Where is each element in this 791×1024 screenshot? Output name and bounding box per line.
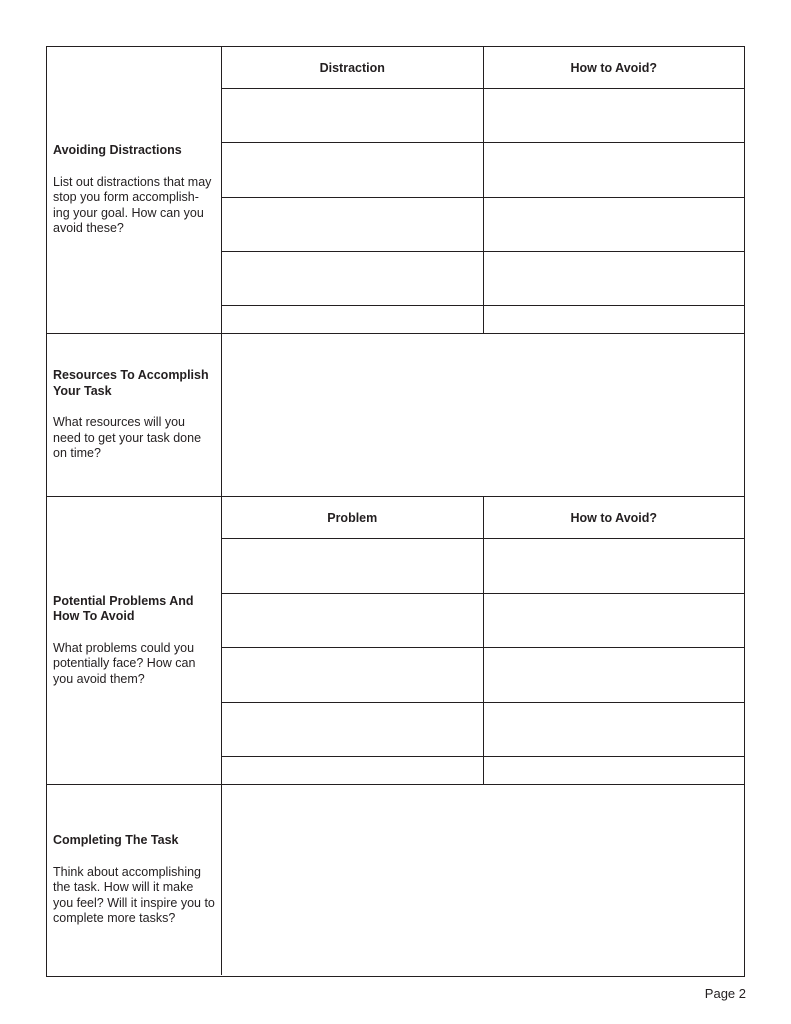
distraction-table-area	[222, 47, 744, 333]
how-to-avoid-cell[interactable]	[483, 306, 744, 333]
section-description: List out distractions that may stop you form accomplish- ing your goal. How can you avoid these?	[53, 174, 212, 236]
problem-table-area	[222, 497, 744, 784]
section-label-panel	[47, 497, 222, 784]
section-description: What problems could you potentially face? How can you avoid them?	[53, 640, 196, 686]
section-completing-task	[47, 785, 744, 975]
distraction-cell[interactable]	[222, 89, 483, 143]
section-description: Think about accomplishing the task. How will it make you feel? Will it inspire you to complete more tasks?	[53, 864, 215, 926]
distraction-cell[interactable]	[222, 306, 483, 333]
column-header-distraction: Distraction	[222, 47, 483, 89]
section-description: What resources will you need to get your task done on time?	[53, 415, 202, 461]
distraction-table	[222, 47, 744, 333]
distraction-cell[interactable]	[222, 197, 483, 251]
how-to-avoid-cell[interactable]	[483, 757, 744, 784]
how-to-avoid-cell[interactable]	[483, 251, 744, 305]
distraction-cell[interactable]	[222, 143, 483, 197]
problem-cell[interactable]	[222, 702, 483, 757]
table-row	[222, 89, 744, 143]
table-row	[222, 143, 744, 197]
table-row	[222, 593, 744, 648]
section-potential-problems	[47, 497, 744, 785]
page-number: Page 2	[704, 986, 746, 1001]
column-header-how-to-avoid: How to Avoid?	[483, 47, 744, 89]
resources-answer-box[interactable]	[222, 334, 744, 496]
how-to-avoid-cell[interactable]	[483, 593, 744, 648]
section-title: Resources To Accomplish Your Task	[53, 368, 209, 398]
section-label-panel	[47, 334, 222, 496]
worksheet	[46, 46, 745, 977]
table-row	[222, 539, 744, 594]
section-label-panel	[47, 47, 222, 333]
table-row	[222, 648, 744, 703]
problem-cell[interactable]	[222, 539, 483, 594]
section-avoiding-distractions	[47, 47, 744, 334]
distraction-cell[interactable]	[222, 251, 483, 305]
problem-table	[222, 497, 744, 784]
table-header-row	[222, 47, 744, 89]
how-to-avoid-cell[interactable]	[483, 89, 744, 143]
problem-cell[interactable]	[222, 593, 483, 648]
table-row	[222, 702, 744, 757]
how-to-avoid-cell[interactable]	[483, 143, 744, 197]
column-header-problem: Problem	[222, 497, 483, 539]
how-to-avoid-cell[interactable]	[483, 539, 744, 594]
table-row	[222, 197, 744, 251]
section-resources	[47, 334, 744, 497]
section-title: Completing The Task	[53, 833, 179, 848]
problem-cell[interactable]	[222, 648, 483, 703]
table-row	[222, 306, 744, 333]
completing-answer-box[interactable]	[222, 785, 744, 975]
how-to-avoid-cell[interactable]	[483, 648, 744, 703]
section-title: Potential Problems And How To Avoid	[53, 593, 194, 624]
section-title: Avoiding Distractions	[53, 143, 182, 158]
table-row	[222, 757, 744, 784]
table-header-row	[222, 497, 744, 539]
section-label-panel	[47, 785, 222, 975]
problem-cell[interactable]	[222, 757, 483, 784]
column-header-how-to-avoid: How to Avoid?	[483, 497, 744, 539]
table-row	[222, 251, 744, 305]
how-to-avoid-cell[interactable]	[483, 702, 744, 757]
how-to-avoid-cell[interactable]	[483, 197, 744, 251]
